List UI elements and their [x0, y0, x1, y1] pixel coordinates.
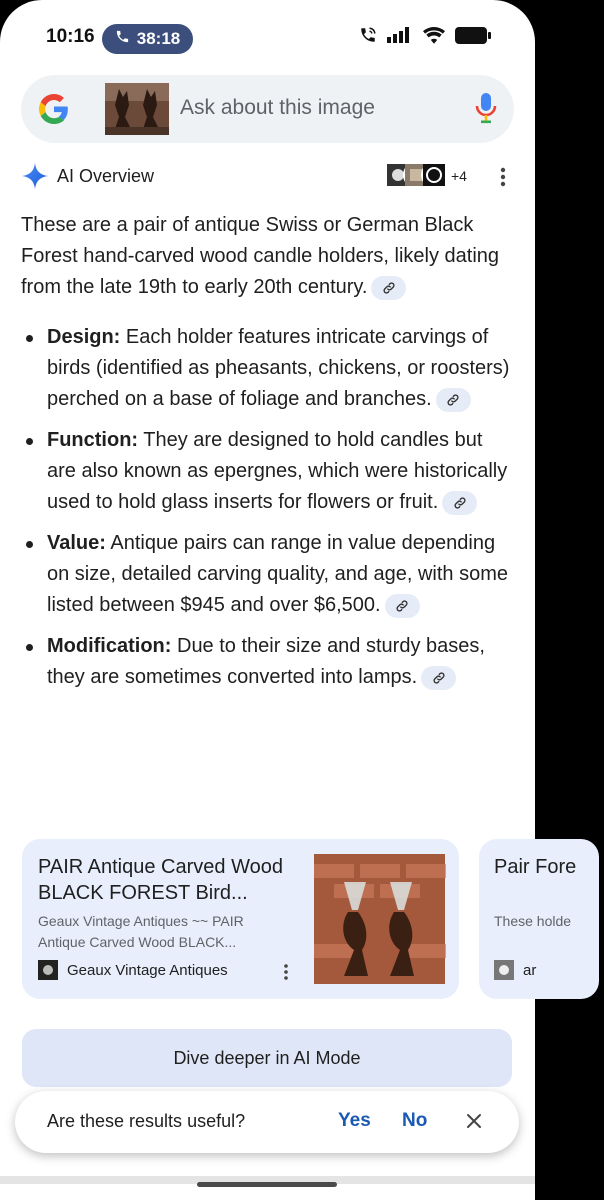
ai-overview-header	[21, 160, 515, 192]
card-description: These holde	[494, 913, 572, 929]
more-sources-count[interactable]: +4	[451, 168, 467, 184]
feedback-prompt	[15, 1091, 519, 1153]
bullet-text: Each holder features intricate carvings of birds (identified as pheasants, chickens, or roosters) perched on a base of foliage and branches.	[47, 326, 510, 410]
source-avatar[interactable]	[421, 162, 447, 188]
citation-link-icon[interactable]	[436, 388, 471, 412]
site-favicon-icon	[494, 960, 514, 980]
search-input[interactable]: Ask about this image	[180, 96, 375, 119]
call-timer: 38:18	[136, 29, 181, 48]
home-indicator[interactable]	[197, 1182, 337, 1187]
search-bar[interactable]	[21, 75, 514, 143]
bullet-label: Function:	[47, 429, 139, 451]
card-title[interactable]: PAIR Antique Carved Wood BLACK FOREST Bird...	[38, 856, 283, 904]
citation-link-icon[interactable]	[371, 276, 406, 300]
bullet-text: Antique pairs can range in value depending on size, detailed carving quality, and age, with some listed between $945 and over $6,500.	[47, 532, 509, 616]
source-avatars[interactable]	[385, 162, 447, 188]
gemini-sparkle-icon	[21, 162, 49, 195]
clock: 10:16	[46, 26, 95, 47]
query-image-thumbnail[interactable]	[105, 83, 169, 135]
system-icons	[359, 26, 491, 49]
card-title[interactable]: Pair Fore	[494, 856, 577, 878]
status-bar	[0, 0, 535, 72]
site-favicon-icon	[38, 960, 58, 980]
ongoing-call-chip[interactable]	[102, 24, 193, 54]
list-item	[21, 425, 511, 518]
ai-overview-body	[21, 210, 511, 703]
more-options-icon[interactable]	[493, 165, 513, 189]
card-thumbnail-image[interactable]	[314, 854, 445, 984]
list-item	[21, 528, 511, 621]
dive-deeper-ai-mode-button[interactable]: Dive deeper in AI Mode	[22, 1029, 512, 1087]
google-logo-icon[interactable]	[39, 94, 69, 129]
mic-icon[interactable]	[475, 92, 497, 129]
signal-icon	[387, 27, 413, 48]
bullet-text: Due to their size and sturdy bases, they are sometimes converted into lamps.	[47, 635, 485, 688]
card-source	[494, 960, 536, 980]
citation-link-icon[interactable]	[385, 594, 420, 618]
bullet-list	[21, 322, 511, 693]
card-description: Geaux Vintage Antiques ~~ PAIR Antique Carved Wood BLACK...	[38, 913, 244, 950]
feedback-no-button[interactable]: No	[402, 1110, 428, 1131]
bullet-label: Value:	[47, 532, 106, 554]
bullet-label: Design:	[47, 326, 121, 348]
close-icon[interactable]	[463, 1110, 485, 1132]
battery-icon	[455, 27, 491, 49]
wifi-calling-icon	[359, 26, 377, 49]
phone-icon	[115, 29, 130, 49]
wifi-icon	[423, 27, 445, 49]
list-item	[21, 631, 511, 693]
citation-link-icon[interactable]	[421, 666, 456, 690]
citation-link-icon[interactable]	[442, 491, 477, 515]
feedback-question: Are these results useful?	[47, 1111, 246, 1131]
feedback-yes-button[interactable]: Yes	[338, 1110, 371, 1131]
ai-overview-title: AI Overview	[57, 166, 155, 186]
source-card[interactable]	[479, 839, 599, 999]
intro-paragraph	[21, 210, 511, 303]
list-item	[21, 322, 511, 415]
source-card[interactable]	[22, 839, 459, 999]
bullet-text: They are designed to hold candles but are also known as epergnes, which were historically used to hold glass inserts for flowers or fruit.	[47, 429, 508, 513]
intro-text: These are a pair of antique Swiss or German Black Forest hand-carved wood candle holders, likely dating from the late 19th to early 20th century.	[21, 214, 500, 298]
card-source-name: Geaux Vintage Antiques	[67, 961, 228, 979]
bullet-label: Modification:	[47, 635, 172, 657]
card-source-name: ar	[523, 961, 537, 979]
card-more-options-icon[interactable]	[278, 961, 294, 983]
card-source	[38, 960, 228, 980]
